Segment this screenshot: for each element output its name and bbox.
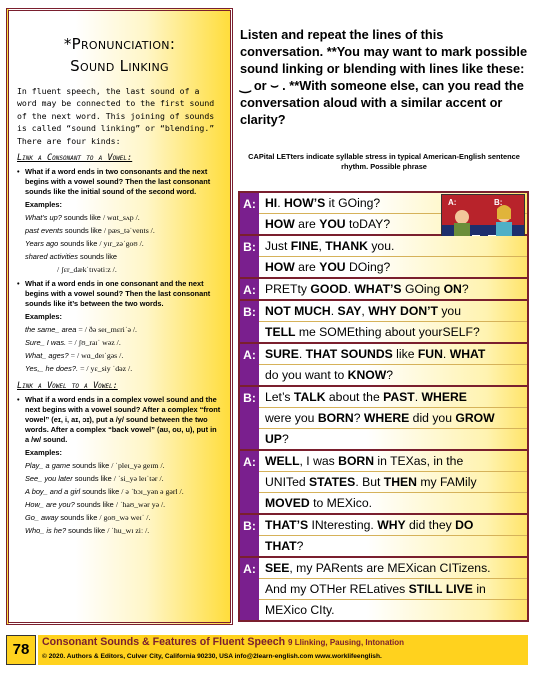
example-row [17, 263, 222, 276]
stressed-word: TALK [293, 390, 326, 404]
label-b: B: [494, 198, 503, 207]
section-vowel-vowel: Link a Vowel to a Vowel: [17, 381, 118, 392]
stressed-word: UP [265, 432, 282, 446]
ipa-transcription: / goʊ ̲ wə weɪˈ /. [99, 513, 151, 523]
example-row [17, 336, 222, 349]
stressed-word: HOW [265, 217, 295, 231]
stressed-word: STATES [309, 475, 356, 489]
dialog-line: PRETty GOOD. WHAT’S GOing ON? [265, 282, 469, 296]
dialog-turn [238, 301, 529, 344]
bullet-complex-vowel: • What if a word ends in a complex vowel sound and the next begins with a vowel sound? After a complex “front vowel” (eɪ, i, aɪ, ɔɪ), put a /y/ sound between the two words. After a complex “back vowel” (aʊ, oʊ, u), put in a /w/ sound. [17, 395, 222, 445]
stressed-word: PAST [383, 390, 415, 404]
example-row [17, 250, 222, 263]
speaker-label: A: [240, 279, 259, 299]
example-phrase: Play_ a game [25, 461, 71, 471]
sounds-like-label: sounds like [62, 226, 104, 236]
stressed-word: HOW’S [283, 196, 326, 210]
stressed-word: THANK [325, 239, 368, 253]
example-phrase: past events [25, 226, 63, 236]
example-phrase: shared activities [25, 252, 78, 262]
stressed-word: WHERE [421, 390, 467, 404]
stress-note: CAPital LETters indicate syllable stress in typical American-English sentence rhythm. Possible phrase [248, 152, 520, 171]
stressed-word: HI [265, 196, 278, 210]
example-phrase: Go_ away [25, 513, 59, 523]
bullet-one-consonant: • What if a word ends in one consonant and the next begins with a vowel sound? Then the last consonant sounds like it’s between the two words. [17, 279, 222, 309]
stressed-word: SAY [337, 304, 362, 318]
example-phrase: the same_ area [25, 325, 77, 335]
dialog-lines [259, 387, 527, 449]
ipa-transcription: = / ʃʊ ̲ raɪˈ wəz /. [68, 338, 121, 348]
footer-title: Consonant Sounds & Features of Fluent Speech [42, 636, 286, 648]
stressed-word: WELL [265, 454, 300, 468]
stressed-word: ON [443, 282, 462, 296]
speaker-label: B: [240, 236, 259, 277]
dialog-line: SURE. THAT SOUNDS like FUN. WHAT [259, 344, 527, 365]
dialog-lines [259, 451, 527, 513]
dialog-lines [259, 344, 527, 385]
ipa-transcription: / yɪr ̲ zəˈgoʊ /. [99, 239, 144, 249]
dialog-line: And my OTHer RELatives STILL LIVE in [259, 579, 527, 600]
example-row [17, 498, 222, 511]
example-phrase: Yes,_ he does?. [25, 364, 79, 374]
example-row [17, 511, 222, 524]
stressed-word: GROW [455, 411, 495, 425]
dialog-line: UP? [265, 432, 289, 446]
examples-label: Examples: [25, 200, 62, 210]
example-row [17, 224, 222, 237]
dialog-line: WELL, I was BORN in TEXas, in the [259, 451, 527, 472]
stressed-word: BORN [338, 454, 375, 468]
example-phrase: Years ago [25, 239, 59, 249]
dialog-lines [259, 236, 527, 277]
dialog-line: do you want to KNOW? [265, 368, 394, 382]
stressed-word: BORN [317, 411, 354, 425]
example-row [17, 362, 222, 375]
example-phrase: What’s up? [25, 213, 62, 223]
speaker-label: B: [240, 301, 259, 342]
examples-label: Examples: [25, 312, 62, 322]
footer-subtitle: 9 Llinking, Pausing, Intonation [288, 638, 405, 647]
dialog-line: THAT? [265, 539, 304, 553]
dialog-line: UNITed STATES. But THEN my FAMily [259, 472, 527, 493]
instructions: Listen and repeat the lines of this conversation. **You may want to mark possible sound linking or blending with lines like these: ‿ or ⌣ . **With someone else, can you read the conversation aloud with a similar accent or clarity? [240, 27, 528, 127]
dialog-turn [238, 451, 529, 515]
stressed-word: WHAT [449, 347, 486, 361]
speaker-label: A: [240, 344, 259, 385]
example-phrase: How_ are you? [25, 500, 75, 510]
sounds-like-label: sounds like [61, 213, 103, 223]
examples-list-3 [17, 448, 222, 537]
speaker-label: A: [240, 558, 259, 620]
dialog-lines [259, 301, 527, 342]
ipa-transcription: / ʃɛr ̲ dækˈtɪvətiːz /. [57, 265, 117, 275]
sounds-like-label: sounds like [80, 487, 122, 497]
example-row [17, 485, 222, 498]
stressed-word: HOW [265, 260, 295, 274]
stressed-word: THAT [305, 347, 338, 361]
stressed-word: THAT [265, 539, 297, 553]
sounds-like-label: sounds like [70, 461, 112, 471]
stressed-word: MUCH [294, 304, 331, 318]
dialog-line: TELL me SOMEthing about yourSELF? [265, 325, 480, 339]
sounds-like-label: sounds like [66, 526, 108, 536]
ipa-transcription: / ə ˈbɔɪ ̲ yən ə gərl /. [121, 487, 184, 497]
stressed-word: FUN [417, 347, 443, 361]
dialog-line: HOW are YOU DOing? [265, 260, 391, 274]
stressed-word: YOU [319, 217, 346, 231]
example-row [17, 323, 222, 336]
stressed-word: THEN [383, 475, 417, 489]
dialog-lines [259, 279, 527, 299]
title-line-1: *Pronunciation: [63, 35, 176, 53]
stressed-word: STILL [408, 582, 443, 596]
ipa-transcription: / ˈsi ̲ yə leɪˈtər /. [113, 474, 164, 484]
example-phrase: Sure_ I was. [25, 338, 67, 348]
intro-text: In fluent speech, the last sound of a word may be connected to the first sound of the next word. This joining of sounds is called “sound linking” or “blending.” There are four kinds: [17, 86, 215, 146]
speaker-label: B: [240, 515, 259, 556]
sounds-like-label: sounds like [58, 239, 100, 249]
dialog-line: NOT MUCH. SAY, WHY DON’T you [259, 301, 527, 322]
dialog-turn [238, 515, 529, 558]
footer-title-line [38, 635, 528, 650]
examples-list-2 [17, 312, 222, 375]
example-row [17, 459, 222, 472]
stressed-word: KNOW [347, 368, 387, 382]
sounds-like-label: sounds like [74, 500, 116, 510]
example-row [17, 472, 222, 485]
stressed-word: GOOD [310, 282, 348, 296]
example-row [17, 211, 222, 224]
stressed-word: THAT’S [265, 518, 309, 532]
example-phrase: What_ ages? [25, 351, 69, 361]
dialog-turn [238, 191, 529, 236]
panel-title [17, 33, 222, 77]
footer-copyright: © 2020. Authors & Editors, Culver City, California 90230, USA info@2learn-english.com www.worklifeenglish. [42, 653, 382, 660]
stressed-word: FINE [290, 239, 319, 253]
dialog-line: SEE, my PARents are MEXican CITizens. [259, 558, 527, 579]
stressed-word: WHERE [363, 411, 410, 425]
dialog-line: Just FINE, THANK you. [259, 236, 527, 257]
ipa-transcription: / wɑt ̲ sʌp /. [102, 213, 140, 223]
dialog-line: HI. HOW’S it GOing? [259, 193, 527, 214]
ipa-transcription: = / wɑ ̲ deɪˈgəs /. [70, 351, 124, 361]
ipa-transcription: / ˈhu ̲ wɪ ziː /. [107, 526, 150, 536]
examples-list-1 [17, 211, 222, 276]
footer [38, 635, 528, 665]
sounds-like-label: sounds like [78, 252, 118, 262]
examples-label: Examples: [25, 448, 62, 458]
stressed-word: MOVED [265, 496, 310, 510]
dialog-lines [259, 558, 527, 620]
example-phrase: See_ you later [25, 474, 73, 484]
sounds-like-label: sounds like [58, 513, 100, 523]
stressed-word: YOU [319, 260, 346, 274]
ipa-transcription: = / yɛ ̲ siy ˈdəz /. [80, 364, 133, 374]
speaker-label: A: [240, 193, 259, 234]
stressed-word: TELL [265, 325, 296, 339]
conversation [238, 191, 529, 622]
dialog-turn [238, 236, 529, 279]
dialog-turn [238, 344, 529, 387]
ipa-transcription: / ˈhaʊ ̲ wər yə /. [115, 500, 166, 510]
dialog-lines [259, 515, 527, 556]
dialog-line: MEXico CIty. [265, 603, 335, 617]
sounds-like-label: sounds like [72, 474, 114, 484]
bullet-two-consonants: • What if a word ends in two consonants and the next begins with a vowel sound? Then the last consonant sounds like the initial sound of the second word. [17, 167, 222, 197]
ipa-transcription: = / ðə seɪ ̲ mɛriˈə /. [78, 325, 137, 335]
dialog-line: Let’s TALK about the PAST. WHERE [259, 387, 527, 408]
stressed-word: WHAT’S [354, 282, 402, 296]
stressed-word: SEE [265, 561, 290, 575]
example-row [17, 524, 222, 537]
stressed-word: DO [455, 518, 474, 532]
page-number: 78 [6, 635, 36, 665]
dialog-turn [238, 279, 529, 301]
section-consonant-vowel: Link a Consonant to a Vowel: [17, 153, 133, 164]
ipa-transcription: / ˈpleɪ ̲ yə geɪm /. [111, 461, 165, 471]
stressed-word: SOUNDS [340, 347, 393, 361]
example-phrase: Who_ is he? [25, 526, 67, 536]
dialog-turn [238, 558, 529, 622]
dialog-turn [238, 387, 529, 451]
label-a: A: [448, 198, 457, 207]
stressed-word: SURE [265, 347, 299, 361]
stressed-word: WHY [368, 304, 397, 318]
stressed-word: WHY [377, 518, 406, 532]
example-row [17, 349, 222, 362]
speaker-label: B: [240, 387, 259, 449]
speaker-label: A: [240, 451, 259, 513]
title-line-2: Sound Linking [70, 57, 169, 75]
stressed-word: LIVE [445, 582, 473, 596]
dialog-line: MOVED to MEXico. [265, 496, 373, 510]
stressed-word: DON’T [400, 304, 438, 318]
example-phrase: A boy_ and a girl [25, 487, 81, 497]
pronunciation-panel [6, 8, 233, 625]
example-row [17, 237, 222, 250]
dialog-line: THAT’S INteresting. WHY did they DO [259, 515, 527, 536]
dialog-line: were you BORN? WHERE did you GROW [259, 408, 527, 429]
ipa-transcription: / pæs ̲ təˈvents /. [103, 226, 155, 236]
dialog-line: HOW are YOU toDAY? [265, 217, 391, 231]
stressed-word: NOT [265, 304, 291, 318]
